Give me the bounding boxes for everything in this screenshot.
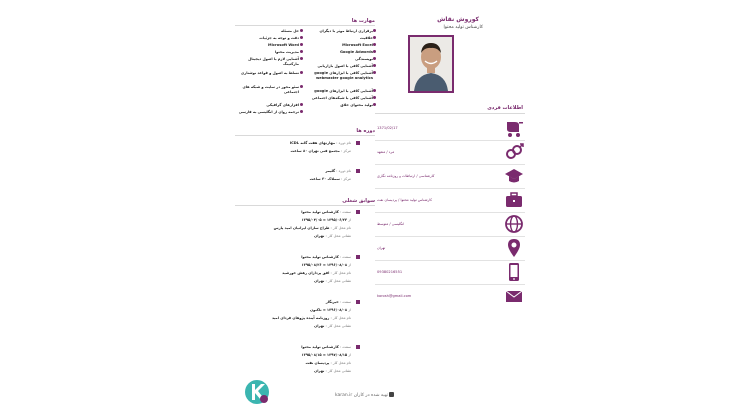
job-item xyxy=(235,255,375,297)
skill-item: دقت و توجه به جزئیات xyxy=(259,36,299,40)
personal-row xyxy=(375,260,525,285)
course-name-row xyxy=(290,141,351,145)
skill-bullet xyxy=(300,57,303,60)
job-city-row: نشانی محل کار : تهران xyxy=(314,279,351,283)
skill-item: ترجمه روان از انگلیسی به فارسی xyxy=(238,110,299,114)
skill-item: Google Adwords xyxy=(339,50,373,54)
skill-bullet xyxy=(373,96,376,99)
course-center-label: مرکز : xyxy=(341,149,351,153)
job-position: کارشناس تولید محتوا xyxy=(301,345,339,349)
job-org: افق پردازان رهش خورشید xyxy=(282,271,330,275)
job-from: ۱۳۹۶/۰۸/۰۸ xyxy=(326,308,348,312)
skill-item: تولید محتوای خلاق xyxy=(340,103,373,107)
job-org: طراح سازان ایرانیان امید پارس xyxy=(273,226,330,230)
personal-row xyxy=(375,284,525,308)
skills-heading-rule xyxy=(235,25,375,26)
skill-bullet xyxy=(373,64,376,67)
footer-credit xyxy=(335,392,394,398)
resume-page xyxy=(235,8,523,408)
footer-text: تهیه شده در کاران xyxy=(353,393,389,398)
skill-bullet xyxy=(300,36,303,39)
job-bullet xyxy=(356,255,360,259)
envelope-icon xyxy=(503,285,525,307)
job-org-row: نام محل کار : پردیسان نفت xyxy=(305,361,351,365)
skill-bullet xyxy=(300,50,303,53)
job-position-row: سمت : کارشناس تولید محتوا xyxy=(301,210,351,214)
job-date-row: از ۱۳۹۶/۰۸/۰۸ ≡ ۱۳۹۵/۰۸/۲۶ xyxy=(301,263,351,267)
course-name-label: نام دوره : xyxy=(336,169,351,173)
skill-item: Microsoft Word xyxy=(268,43,299,47)
skill-bullet xyxy=(373,43,376,46)
skill-item: آشنایی لازم با اصول دیجیتال مارکتینگ xyxy=(248,57,299,66)
skill-item: سئو محور در سایت و شبکه های اجتماعی xyxy=(242,85,299,94)
course-item xyxy=(235,141,375,167)
job-city-row: نشانی محل کار : تهران xyxy=(314,324,351,328)
job-bullet xyxy=(356,345,360,349)
job-org: روزنامه آینده پژوهان فردای امید xyxy=(271,316,330,320)
job-to: ۱۳۹۵/۰۸/۲۶ xyxy=(301,263,322,267)
skill-item: Microsoft Excel xyxy=(342,43,373,47)
job-org-row: نام محل کار : افق پردازان رهش خورشید xyxy=(282,271,351,275)
course-center-row xyxy=(291,149,351,153)
personal-row xyxy=(375,140,525,165)
job-city-row: نشانی محل کار : تهران xyxy=(314,234,351,238)
personal-row xyxy=(375,236,525,261)
job-position-row: سمت : کارشناس تولید محتوا xyxy=(301,255,351,259)
course-bullet xyxy=(356,141,360,145)
personal-row-value: تهران xyxy=(377,246,386,250)
job-from: ۱۳۹۷/۰۸/۱۵ xyxy=(326,353,348,357)
job-to: تاکنون xyxy=(310,308,322,312)
course-name-row xyxy=(325,169,351,173)
personal-row-value: 09380216551 xyxy=(377,270,403,274)
course-name: گلیمر xyxy=(325,169,336,173)
job-to: ۱۳۹۵/۰۴/۰۵ xyxy=(301,218,322,222)
footer-logo-icon xyxy=(389,392,394,397)
course-hours: ۳۰ ساعت xyxy=(309,177,327,181)
skill-item: آشنایی کافی با شبکه‌های اجتماعی xyxy=(311,96,373,100)
skill-item: نویسندگی xyxy=(355,57,373,61)
skill-item: آشنایی کافی با ابزارهای google xyxy=(314,89,373,93)
personal-row xyxy=(375,116,525,141)
job-date-row: از ۱۳۹۵/۰۶/۲۳ ≡ ۱۳۹۵/۰۴/۰۵ xyxy=(301,218,351,222)
job-city-row: نشانی محل کار : تهران xyxy=(314,369,351,373)
personal-row-value: مرد / متعهد xyxy=(377,150,395,154)
location-pin-icon xyxy=(503,237,525,259)
footer-domain: karan.ir xyxy=(335,393,353,398)
job-org-row: نام محل کار : روزنامه آینده پژوهان فردای امید xyxy=(271,316,351,320)
personal-row-value: کارشناسی / ارتباطات و روزنامه نگاری xyxy=(377,174,435,178)
personal-row-value: 1371/02/17 xyxy=(377,126,398,130)
skill-bullet xyxy=(373,89,376,92)
skill-bullet xyxy=(373,29,376,32)
skill-bullet xyxy=(300,103,303,106)
skill-item: تسلط به اصول و قواعد نوشتاری xyxy=(240,71,299,75)
job-city: تهران xyxy=(314,369,325,373)
personal-row xyxy=(375,164,525,189)
courses-heading-rule xyxy=(235,135,375,136)
personal-row-value: انگلیسی / متوسط xyxy=(377,222,405,226)
job-city: تهران xyxy=(314,324,325,328)
gender-icon xyxy=(503,141,525,163)
personal-row xyxy=(375,188,525,213)
profile-photo xyxy=(408,35,454,93)
job-date-row: از ۱۳۹۷/۰۸/۱۵ ≡ ۱۳۹۵/۰۸/۱۵ xyxy=(301,353,351,357)
personal-row xyxy=(375,212,525,237)
skill-bullet xyxy=(373,103,376,106)
skill-item: خلاقیت xyxy=(360,36,373,40)
skill-bullet xyxy=(300,71,303,74)
job-item xyxy=(235,210,375,252)
profile-title: کارشناس تولید محتوا xyxy=(443,25,483,30)
job-item xyxy=(235,300,375,342)
skill-bullet xyxy=(300,29,303,32)
course-name: مهارتهای هفت گانه ICDL xyxy=(289,141,336,145)
profile-name: کوروش نقاش xyxy=(437,16,479,23)
job-position-row: سمت : خبرنگار xyxy=(325,300,351,304)
job-position-row: سمت : کارشناس تولید محتوا xyxy=(301,345,351,349)
karan-logo xyxy=(244,378,270,406)
briefcase-icon xyxy=(503,189,525,211)
skill-item: آشنایی کافی با ابزارهای google webmaster google analytics xyxy=(314,71,373,80)
job-position: کارشناس تولید محتوا xyxy=(301,255,339,259)
course-center: مجتمع فنی تهران xyxy=(308,149,340,153)
course-bullet xyxy=(356,169,360,173)
personal-row-value: کارشناس تولید محتوا / پردیسان نفت xyxy=(377,198,433,202)
skill-item: برقراری ارتباط موثر با دیگران xyxy=(319,29,373,33)
skills-heading: مهارت ها xyxy=(351,18,375,24)
personal-row-value: korosh@gmail.com xyxy=(377,294,412,298)
job-to: ۱۳۹۵/۰۸/۱۵ xyxy=(301,353,322,357)
job-bullet xyxy=(356,300,360,304)
stroller-icon xyxy=(503,117,525,139)
job-city: تهران xyxy=(314,279,325,283)
jobs-heading-rule xyxy=(235,205,375,206)
job-date-row: از ۱۳۹۶/۰۸/۰۸ ≡ تاکنون xyxy=(310,308,351,312)
skill-item: حل مسئله xyxy=(280,29,299,33)
skill-bullet xyxy=(373,71,376,74)
courses-heading: دوره ها xyxy=(356,128,375,134)
job-from: ۱۳۹۶/۰۸/۰۸ xyxy=(326,263,348,267)
skill-item: افزارهای گرافیکی xyxy=(266,103,299,107)
job-bullet xyxy=(356,210,360,214)
personal-heading-rule xyxy=(375,113,525,114)
personal-heading: اطلاعات فردی xyxy=(487,105,523,111)
course-name-label: نام دوره : xyxy=(336,141,351,145)
course-center-row xyxy=(310,177,351,181)
personal-rows xyxy=(375,116,525,306)
skill-item: آشنایی کافی با اصول بازاریابی xyxy=(317,64,373,68)
skill-bullet xyxy=(373,57,376,60)
job-from: ۱۳۹۵/۰۶/۲۳ xyxy=(326,218,348,222)
mobile-phone-icon xyxy=(503,261,525,283)
course-item xyxy=(235,169,375,195)
skill-bullet xyxy=(300,85,303,88)
job-org-row: نام محل کار : طراح سازان ایرانیان امید پارس xyxy=(273,226,351,230)
skill-bullet xyxy=(373,50,376,53)
job-position: کارشناس تولید محتوا xyxy=(301,210,339,214)
globe-icon xyxy=(503,213,525,235)
course-center-label: مرکز : xyxy=(341,177,351,181)
course-hours: ۸۰ ساعت xyxy=(290,149,308,153)
job-position: خبرنگار xyxy=(325,300,339,304)
skill-item: مدیریت محتوا xyxy=(274,50,299,54)
jobs-heading: سوابق شغلی xyxy=(342,198,375,204)
job-city: تهران xyxy=(314,234,325,238)
skill-bullet xyxy=(373,36,376,39)
graduation-cap-icon xyxy=(503,165,525,187)
skill-bullet xyxy=(300,110,303,113)
job-org: پردیسان نفت xyxy=(305,361,330,365)
skill-bullet xyxy=(300,43,303,46)
course-center: سملاک xyxy=(327,177,340,181)
